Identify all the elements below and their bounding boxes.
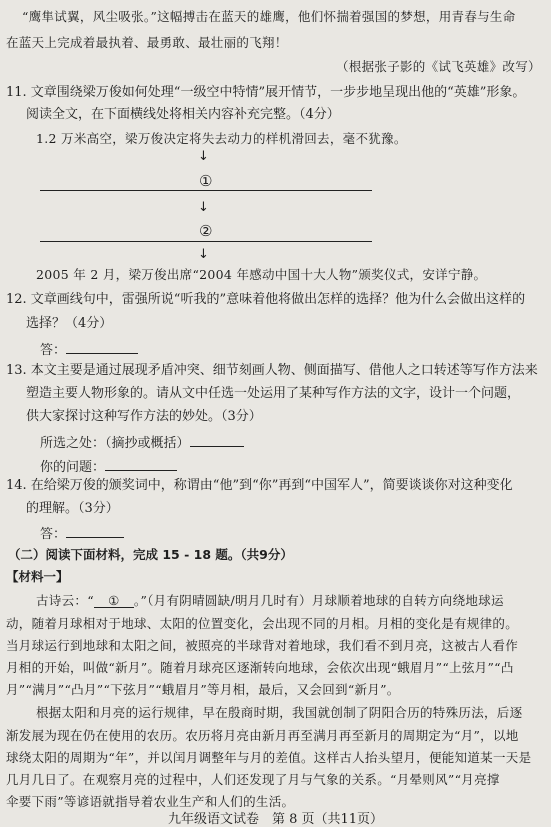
material-text: 。”（月有阴晴圆缺/明月几时有）月球顺着地球的自转方向绕地球运 <box>133 593 504 608</box>
passage-line: “鹰隼试翼，风尘吸张。”这幅搏击在蓝天的雄鹰，他们怀揣着强国的梦想，用青春与生命 <box>22 9 516 24</box>
answer-label: 答： <box>40 527 67 542</box>
answer-label: 答： <box>40 343 67 358</box>
chosen-blank[interactable] <box>190 432 244 447</box>
blank-label-1: ① <box>199 172 213 190</box>
answer-line-1[interactable] <box>40 190 372 191</box>
down-arrow-icon: ↓ <box>198 247 209 262</box>
answer-row <box>40 523 124 544</box>
material-line: 伞要下雨”等谚语就指导着农业生产和人们的生活。 <box>6 794 295 809</box>
answer-blank[interactable] <box>66 339 138 354</box>
answer-blank[interactable] <box>66 523 124 538</box>
material-line: 当月球运行到地球和太阳之间，被照亮的半球背对着地球，我们看不到月亮，这被古人看作 <box>6 638 519 653</box>
material-label: 【材料一】 <box>6 569 69 584</box>
material-line: 几月几日了。在观察月亮的过程中，人们还发现了月与气象的关系。“月晕则风”“月亮撑 <box>6 772 500 787</box>
material-text: 古诗云：“ <box>36 593 94 608</box>
question-13: 13. 本文主要是通过展现矛盾冲突、细节刻画人物、侧面描写、借他人之口转述等写作方法来 <box>6 363 538 378</box>
down-arrow-icon: ↓ <box>198 200 209 215</box>
question-12-line2: 选择？（4分） <box>26 316 113 331</box>
chosen-label: 所选之处：（摘抄或概括） <box>40 436 190 451</box>
question-13-line3: 供大家探讨这种写作方法的妙处。（3分） <box>26 409 262 424</box>
material-line: 球绕太阳的周期为“年”，并以闰月调整年与月的差值。这样古人抬头望月，便能知道某一天是 <box>6 750 532 765</box>
flow-step-start: 1.2 万米高空，梁万俊决定将失去动力的样机滑回去，毫不犹豫。 <box>36 131 407 146</box>
question-blank[interactable] <box>105 456 177 471</box>
material-line: 月”“满月”“凸月”“下弦月”“蛾眉月”等月相，最后，又会回到“新月”。 <box>6 682 400 697</box>
question-row <box>40 456 177 477</box>
your-question-label: 你的问题： <box>40 460 106 475</box>
question-12: 12. 文章画线句中，雷强所说“听我的”意味着他将做出怎样的选择？他为什么会做出这样的 <box>6 292 526 307</box>
material-line: 渐发展为现在仍在使用的农历。农历将月亮由新月再至满月再至新月的周期定为“月”，以地 <box>6 728 519 743</box>
page-footer: 九年级语文试卷 第 8 页（共11页） <box>167 812 384 827</box>
section-heading: （二）阅读下面材料，完成 15 - 18 题。（共9分） <box>8 547 293 562</box>
passage-source: （根据张子影的《试飞英雄》改写） <box>336 59 541 74</box>
question-14-line2: 的理解。（3分） <box>26 501 119 516</box>
passage-line: 在蓝天上完成着最执着、最勇敢、最壮丽的飞翔！ <box>6 35 288 50</box>
material-line: 月相的开始，叫做“新月”。随着月球亮区逐渐转向地球，会依次出现“蛾眉月”“上弦月”“凸 <box>6 660 514 675</box>
answer-line-2[interactable] <box>40 241 372 242</box>
question-14: 14. 在给梁万俊的颁奖词中，称谓由“他”到“你”再到“中国军人”，简要谈谈你对这种变化 <box>6 478 513 493</box>
blank-label-1: ① <box>108 593 120 608</box>
material-line: 动，随着月球相对于地球、太阳的位置变化，会出现不同的月相。月相的变化是有规律的。 <box>6 616 519 631</box>
question-11-line2: 阅读全文，在下面横线处将相关内容补充完整。（4分） <box>26 107 340 122</box>
question-11: 11. 文章围绕梁万俊如何处理“一级空中特情”展开情节，一步步地呈现出他的“英雄”形象。 <box>6 85 526 100</box>
question-13-line2: 塑造主要人物形象的。请从文中任选一处运用了某种写作方法的文字，设计一个问题， <box>26 386 521 401</box>
blank-label-2: ② <box>199 222 213 240</box>
material-line: 根据太阳和月亮的运行规律，早在殷商时期，我国就创制了阴阳合历的特殊历法，后逐 <box>36 705 523 720</box>
material-line <box>36 592 504 610</box>
chosen-row <box>40 432 244 453</box>
blank-1[interactable] <box>94 592 134 608</box>
flow-step-end: 2005 年 2 月，梁万俊出席“2004 年感动中国十大人物”颁奖仪式，安详宁静。 <box>36 267 487 282</box>
down-arrow-icon: ↓ <box>198 149 209 164</box>
answer-row <box>40 339 138 360</box>
